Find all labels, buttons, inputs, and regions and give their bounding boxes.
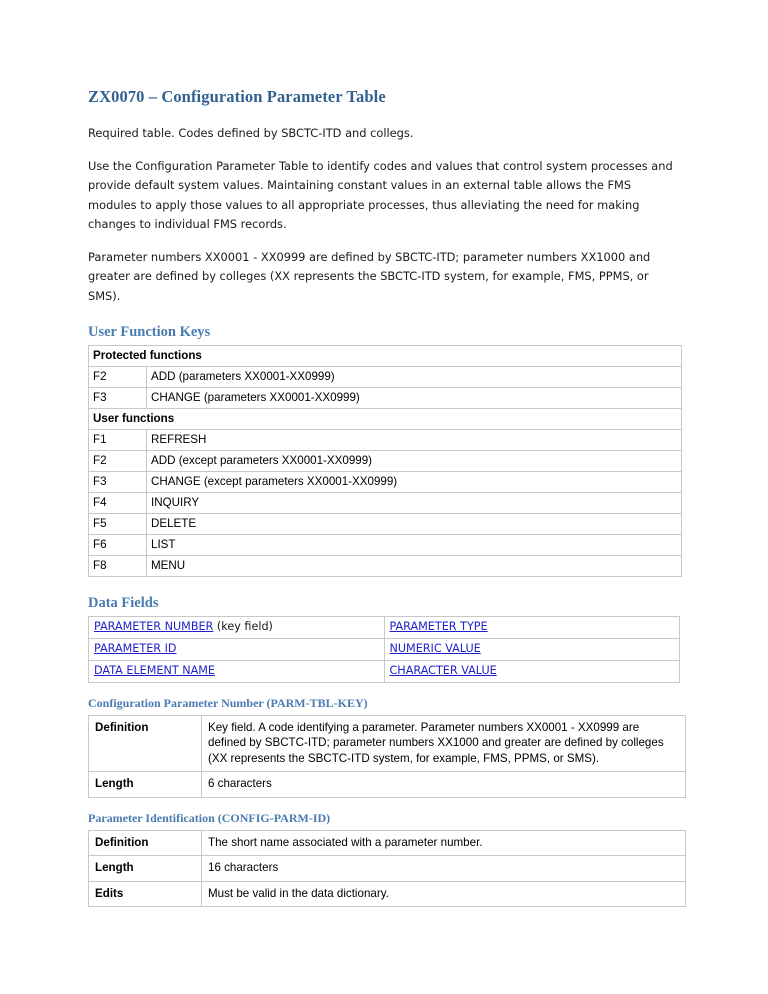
group-label: User functions	[89, 409, 682, 430]
data-field-cell	[89, 617, 385, 639]
function-action: CHANGE (parameters XX0001-XX0999)	[147, 388, 682, 409]
data-field-cell	[384, 661, 680, 683]
detail-label: Length	[89, 856, 202, 882]
detail-label: Length	[89, 772, 202, 798]
table-row	[89, 556, 682, 577]
section-heading-user-function-keys: User Function Keys	[88, 324, 211, 341]
table-row	[89, 472, 682, 493]
table-row	[89, 661, 680, 683]
function-action: MENU	[147, 556, 682, 577]
detail-label: Definition	[89, 715, 202, 772]
table-row	[89, 367, 682, 388]
function-action: DELETE	[147, 514, 682, 535]
function-action: ADD (except parameters XX0001-XX0999)	[147, 451, 682, 472]
data-field-link[interactable]: CHARACTER VALUE	[389, 664, 497, 678]
data-field-link[interactable]: PARAMETER ID	[94, 642, 177, 656]
function-key: F3	[89, 472, 147, 493]
detail-value: 16 characters	[202, 856, 686, 882]
table-row	[89, 856, 686, 882]
data-field-note: (key field)	[213, 620, 273, 634]
user-function-keys-table	[88, 345, 682, 577]
field-detail-heading-config-parm-id: Parameter Identification (CONFIG-PARM-ID)	[88, 810, 331, 825]
function-key: F5	[89, 514, 147, 535]
table-row	[89, 430, 682, 451]
table-row	[89, 830, 686, 856]
data-field-link[interactable]: PARAMETER TYPE	[389, 620, 488, 634]
detail-value: The short name associated with a parameter number.	[202, 830, 686, 856]
table-row	[89, 639, 680, 661]
field-detail-table-config-parm-id	[88, 830, 686, 908]
table-row	[89, 514, 682, 535]
data-field-link[interactable]: PARAMETER NUMBER	[94, 620, 214, 634]
function-action: INQUIRY	[147, 493, 682, 514]
function-key: F2	[89, 367, 147, 388]
detail-value: 6 characters	[202, 772, 686, 798]
page-title: ZX0070 – Configuration Parameter Table	[88, 87, 386, 106]
detail-label: Definition	[89, 830, 202, 856]
data-fields-table	[88, 616, 680, 683]
table-row	[89, 715, 686, 772]
table-row	[89, 451, 682, 472]
detail-value: Must be valid in the data dictionary.	[202, 881, 686, 907]
field-detail-heading-parm-tbl-key: Configuration Parameter Number (PARM-TBL-KEY)	[88, 696, 368, 711]
intro-paragraph-2: Use the Configuration Parameter Table to identify codes and values that control system processes and provide default system values. Maintaining constant values in an external table allows the FMS modules to apply those values to all appropriate processes, thus alleviating the need for making changes to individual FMS records.	[88, 158, 673, 232]
detail-label: Edits	[89, 881, 202, 907]
function-action: CHANGE (except parameters XX0001-XX0999)	[147, 472, 682, 493]
intro-paragraph-3: Parameter numbers XX0001 - XX0999 are defined by SBCTC-ITD; parameter numbers XX1000 and greater are defined by colleges (XX represents the SBCTC-ITD system, for example, FMS, PPMS, or SMS).	[88, 249, 651, 303]
table-group-header-row	[89, 346, 682, 367]
function-key: F3	[89, 388, 147, 409]
data-field-cell	[89, 639, 385, 661]
section-heading-data-fields: Data Fields	[88, 595, 159, 612]
intro-paragraph-1: Required table. Codes defined by SBCTC-ITD and collegs.	[88, 126, 414, 141]
detail-value: Key field. A code identifying a parameter. Parameter numbers XX0001 - XX0999 are defined by SBCTC-ITD; parameter numbers XX1000 and greater are defined by colleges (XX represents the SBCTC-ITD system, for example, FMS, PPMS, or SMS).	[202, 715, 686, 772]
data-field-cell	[89, 661, 385, 683]
function-action: LIST	[147, 535, 682, 556]
function-key: F1	[89, 430, 147, 451]
data-field-cell	[384, 639, 680, 661]
data-field-link[interactable]: DATA ELEMENT NAME	[94, 664, 215, 678]
function-key: F8	[89, 556, 147, 577]
table-row	[89, 493, 682, 514]
group-label: Protected functions	[89, 346, 682, 367]
function-action: ADD (parameters XX0001-XX0999)	[147, 367, 682, 388]
function-action: REFRESH	[147, 430, 682, 451]
function-key: F4	[89, 493, 147, 514]
function-key: F2	[89, 451, 147, 472]
data-field-cell	[384, 617, 680, 639]
table-row	[89, 772, 686, 798]
table-group-header-row	[89, 409, 682, 430]
field-detail-table-parm-tbl-key	[88, 715, 686, 798]
table-row	[89, 881, 686, 907]
function-key: F6	[89, 535, 147, 556]
table-row	[89, 388, 682, 409]
data-field-link[interactable]: NUMERIC VALUE	[389, 642, 481, 656]
table-row	[89, 535, 682, 556]
table-row	[89, 617, 680, 639]
